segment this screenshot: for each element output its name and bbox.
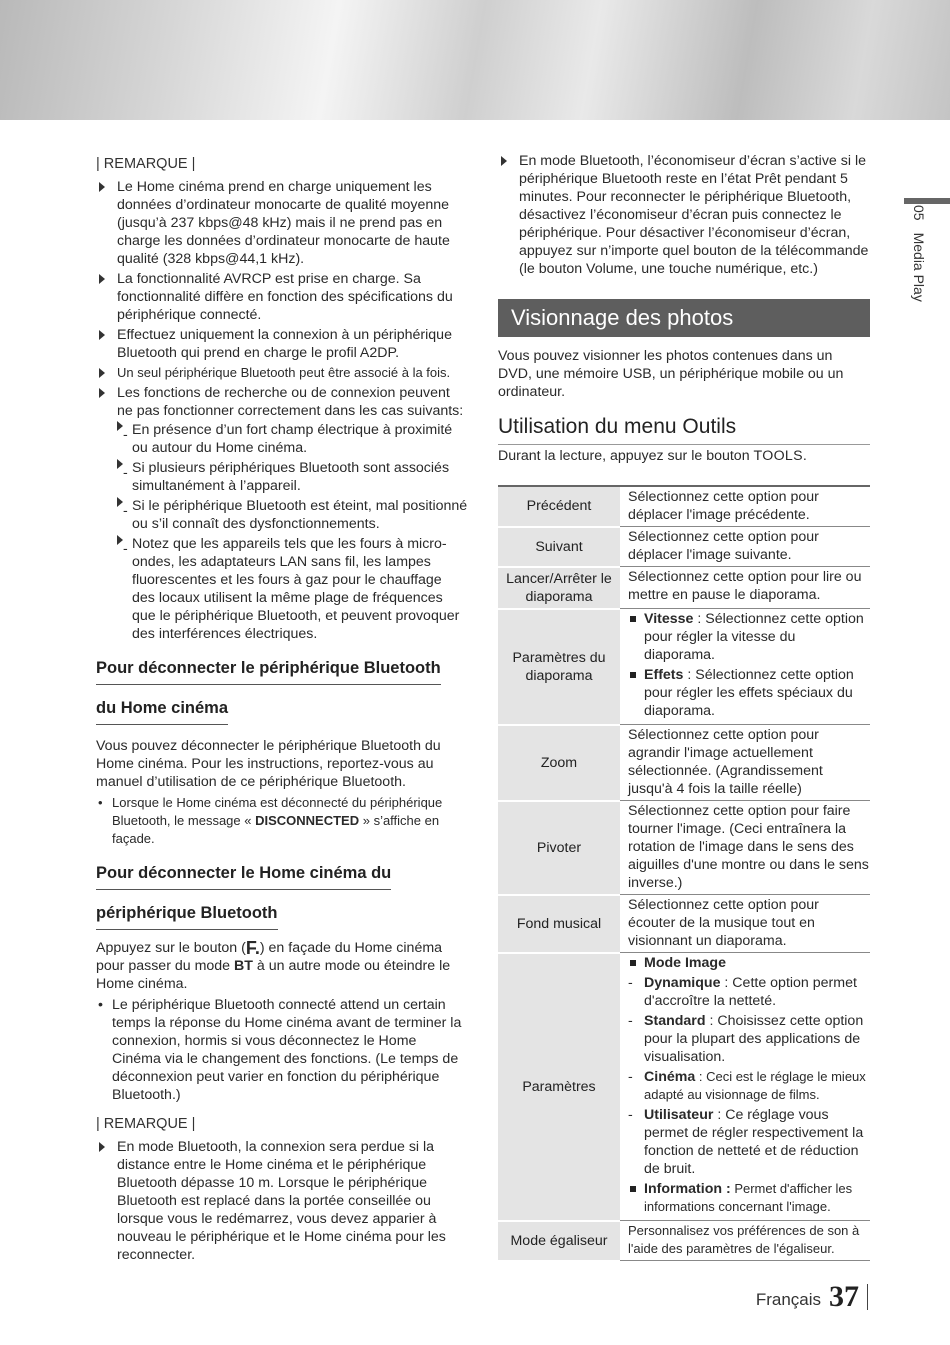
sub-list-item: - Cinéma : Ceci est le réglage le mieux adapté au visionnage de films. — [628, 1069, 866, 1102]
list-item: Effets : Sélectionnez cette option pour régler les effets spéciaux du diaporama. — [628, 666, 870, 720]
right-column — [498, 152, 870, 1262]
section-heading: Pour déconnecter le périphérique Bluetooth — [96, 659, 441, 685]
square-bullet-icon — [630, 616, 636, 622]
table-row — [498, 609, 870, 725]
sub-list-item: - En présence d’un fort champ électrique à proximité ou autour du Home cinéma. — [117, 421, 468, 457]
square-bullet-icon — [630, 672, 636, 678]
table-row — [498, 486, 870, 527]
square-bullet-icon — [630, 960, 636, 966]
row-label: Zoom — [498, 725, 620, 801]
arrow-icon — [99, 1142, 105, 1152]
sub-list-item: - Utilisateur : Ce réglage vous permet de régler respectivement la fonction de netteté et de réduction de bruit. — [628, 1107, 864, 1177]
arrow-icon — [501, 156, 507, 166]
remark-label: | REMARQUE | — [96, 1116, 196, 1132]
table-row — [498, 801, 870, 895]
list-item: Mode Image — [628, 954, 870, 972]
row-value: Sélectionnez cette option pour déplacer l'image précédente. — [620, 486, 870, 527]
footer-divider — [867, 1284, 868, 1310]
subsection-title: Utilisation du menu Outils — [498, 415, 870, 445]
left-column — [96, 152, 468, 1266]
list-item: • Lorsque le Home cinéma est déconnecté du périphérique Bluetooth, le message « DISCONNECTED » s’affiche en façade. — [98, 795, 443, 846]
arrow-icon — [99, 274, 105, 284]
table-row — [498, 953, 870, 1221]
chapter-title: Media Play — [911, 232, 927, 302]
table-row — [498, 725, 870, 801]
arrow-icon — [99, 368, 105, 378]
row-value: Personnalisez vos préférences de son à l'aide des paramètres de l'égaliseur. — [620, 1221, 870, 1261]
chapter-tab — [904, 198, 950, 204]
row-label: Suivant — [498, 527, 620, 567]
intro-paragraph: Vous pouvez visionner les photos contenues dans un DVD, une mémoire USB, un périphérique mobile ou un ordinateur. — [498, 348, 844, 400]
sub-list — [117, 421, 468, 643]
row-label: Pivoter — [498, 801, 620, 895]
table-row — [498, 527, 870, 567]
remark-list — [96, 1138, 468, 1264]
page-number: 37 — [829, 1280, 859, 1313]
header-band — [0, 0, 950, 120]
remark-label: | REMARQUE | — [96, 156, 196, 172]
table-row — [498, 567, 870, 609]
section-title: Visionnage des photos — [498, 299, 870, 337]
list-item: En mode Bluetooth, l’économiseur d’écran s’active si le périphérique Bluetooth reste en l’état Prêt pendant 5 minutes. Pour reconnecter le périphérique Bluetooth, désactivez l’économiseur d’écran puis connectez le périphérique. Pour désactiver l’économiseur d’écran, appuyez sur n’importe quel bouton de la télécommande (le bouton Volume, une touche numérique, etc.) — [498, 152, 870, 278]
sub-list-item: - Standard : Choisissez cette option pour la plupart des applications de visualisation. — [628, 1013, 864, 1065]
arrow-icon — [99, 388, 105, 398]
paragraph: Appuyez sur le bouton (F.) en façade du Home cinéma pour passer du mode BT à un autre mode ou éteindre le Home cinéma. — [96, 938, 451, 992]
row-label: Précédent — [498, 486, 620, 527]
arrow-icon — [99, 182, 105, 192]
bullet-list — [96, 794, 468, 848]
table-row — [498, 1221, 870, 1261]
arrow-icon — [99, 330, 105, 340]
list-item: Un seul périphérique Bluetooth peut être associé à la fois. — [96, 364, 468, 382]
sub-list-item: - Si le périphérique Bluetooth est éteint, mal positionné ou s’il connaît des dysfonctionnements. — [117, 497, 468, 533]
row-value: Sélectionnez cette option pour lire ou mettre en pause le diaporama. — [620, 567, 870, 609]
row-label: Mode égaliseur — [498, 1221, 620, 1261]
chapter-number: 05 — [911, 205, 927, 221]
lead-paragraph: Durant la lecture, appuyez sur le bouton TOOLS. — [498, 448, 807, 464]
list-item: Information : Permet d'afficher les informations concernant l'image. — [628, 1180, 870, 1216]
row-value — [620, 953, 870, 1221]
row-label: Lancer/Arrêter le diaporama — [498, 567, 620, 609]
section-heading: Pour déconnecter le Home cinéma du — [96, 864, 391, 890]
remark-list — [498, 152, 870, 278]
tools-table — [498, 485, 870, 1262]
row-label: Paramètres du diaporama — [498, 609, 620, 725]
row-value: Sélectionnez cette option pour faire tourner l'image. (Ceci entraînera la rotation de l'image dans le sens des aiguilles d'une montre ou dans le sens inverse.) — [620, 801, 870, 895]
footer-language: Français — [755, 1290, 821, 1309]
list-item: La fonctionnalité AVRCP est prise en charge. Sa fonctionnalité diffère en fonction des spécifications du périphérique connecté. — [96, 270, 468, 324]
row-value: Sélectionnez cette option pour écouter de la musique tout en visionnant un diaporama. — [620, 895, 870, 953]
list-item: Les fonctions de recherche ou de connexion peuvent ne pas fonctionner correctement dans les cas suivants: - En présence d’un fort champ électrique à proximité ou autour du Home cinéma. - Si plusieurs périphériques Bluetooth sont associés simultanément à l’appareil. - Si le périphérique Bluetooth est éteint, mal positionné ou s’il connaît des dysfonctionnements. - Notez que les appareils tels que les fours à micro-ondes, les adaptateurs LAN sans fil, les lampes fluorescentes et les fours à gaz pour le chauffage des locaux utilisent la même plage de fréquences que le périphérique Bluetooth, et peuvent provoquer des interférences électriques. — [96, 384, 468, 643]
paragraph: Vous pouvez déconnecter le périphérique Bluetooth du Home cinéma. Pour les instructions, reportez-vous au manuel d’utilisation de ce périphérique Bluetooth. — [96, 738, 441, 790]
function-button-icon: F. — [245, 938, 260, 958]
sub-list-item: - Si plusieurs périphériques Bluetooth sont associés simultanément à l’appareil. — [117, 459, 468, 495]
list-item: Effectuez uniquement la connexion à un périphérique Bluetooth qui prend en charge le profil A2DP. — [96, 326, 468, 362]
square-bullet-icon — [630, 1186, 636, 1192]
row-label: Fond musical — [498, 895, 620, 953]
bullet-list — [96, 996, 468, 1104]
list-item: Le Home cinéma prend en charge uniquement les données d’ordinateur monocarte de qualité moyenne (jusqu’à 237 kbps@48 kHz) mais il ne prend pas en charge les données d’ordinateur monocarte de haute qualité (328 kbps@44,1 kHz). — [96, 178, 468, 268]
row-value — [620, 609, 870, 725]
list-item: En mode Bluetooth, la connexion sera perdue si la distance entre le Home cinéma et le périphérique Bluetooth dépasse 10 m. Lorsque le périphérique Bluetooth est replacé dans la portée conseillée ou lorsque vous le redémarrez, vous devez apparier à nouveau le périphérique et le Home cinéma pour les reconnecter. — [96, 1138, 468, 1264]
page-footer — [756, 1280, 868, 1314]
table-row — [498, 895, 870, 953]
sub-list-item: - Dynamique : Cette option permet d'accroître la netteté. — [628, 975, 857, 1009]
remark-list — [96, 178, 468, 643]
section-heading: périphérique Bluetooth — [96, 904, 278, 930]
section-heading: du Home cinéma — [96, 699, 228, 725]
list-item: • Le périphérique Bluetooth connecté attend un certain temps la réponse du Home cinéma avant de terminer la connexion, hormis si vous déconnectez le Home Cinéma via le changement des fonctions. (Le temps de déconnexion peut varier en fonction du périphérique Bluetooth.) — [98, 997, 462, 1103]
row-label: Paramètres — [498, 953, 620, 1221]
list-item: Vitesse : Sélectionnez cette option pour régler la vitesse du diaporama. — [628, 610, 870, 664]
sub-list-item: - Notez que les appareils tels que les fours à micro-ondes, les adaptateurs LAN sans fil, les lampes fluorescentes et les fours à gaz pour le chauffage des locaux utilisent la même plage de fréquences que le périphérique Bluetooth, et peuvent provoquer des interférences électriques. — [117, 535, 468, 643]
chapter-label — [911, 205, 927, 325]
row-value: Sélectionnez cette option pour déplacer l'image suivante. — [620, 527, 870, 567]
row-value: Sélectionnez cette option pour agrandir l'image actuellement sélectionnée. (Agrandissement jusqu'à 4 fois la taille réelle) — [620, 725, 870, 801]
